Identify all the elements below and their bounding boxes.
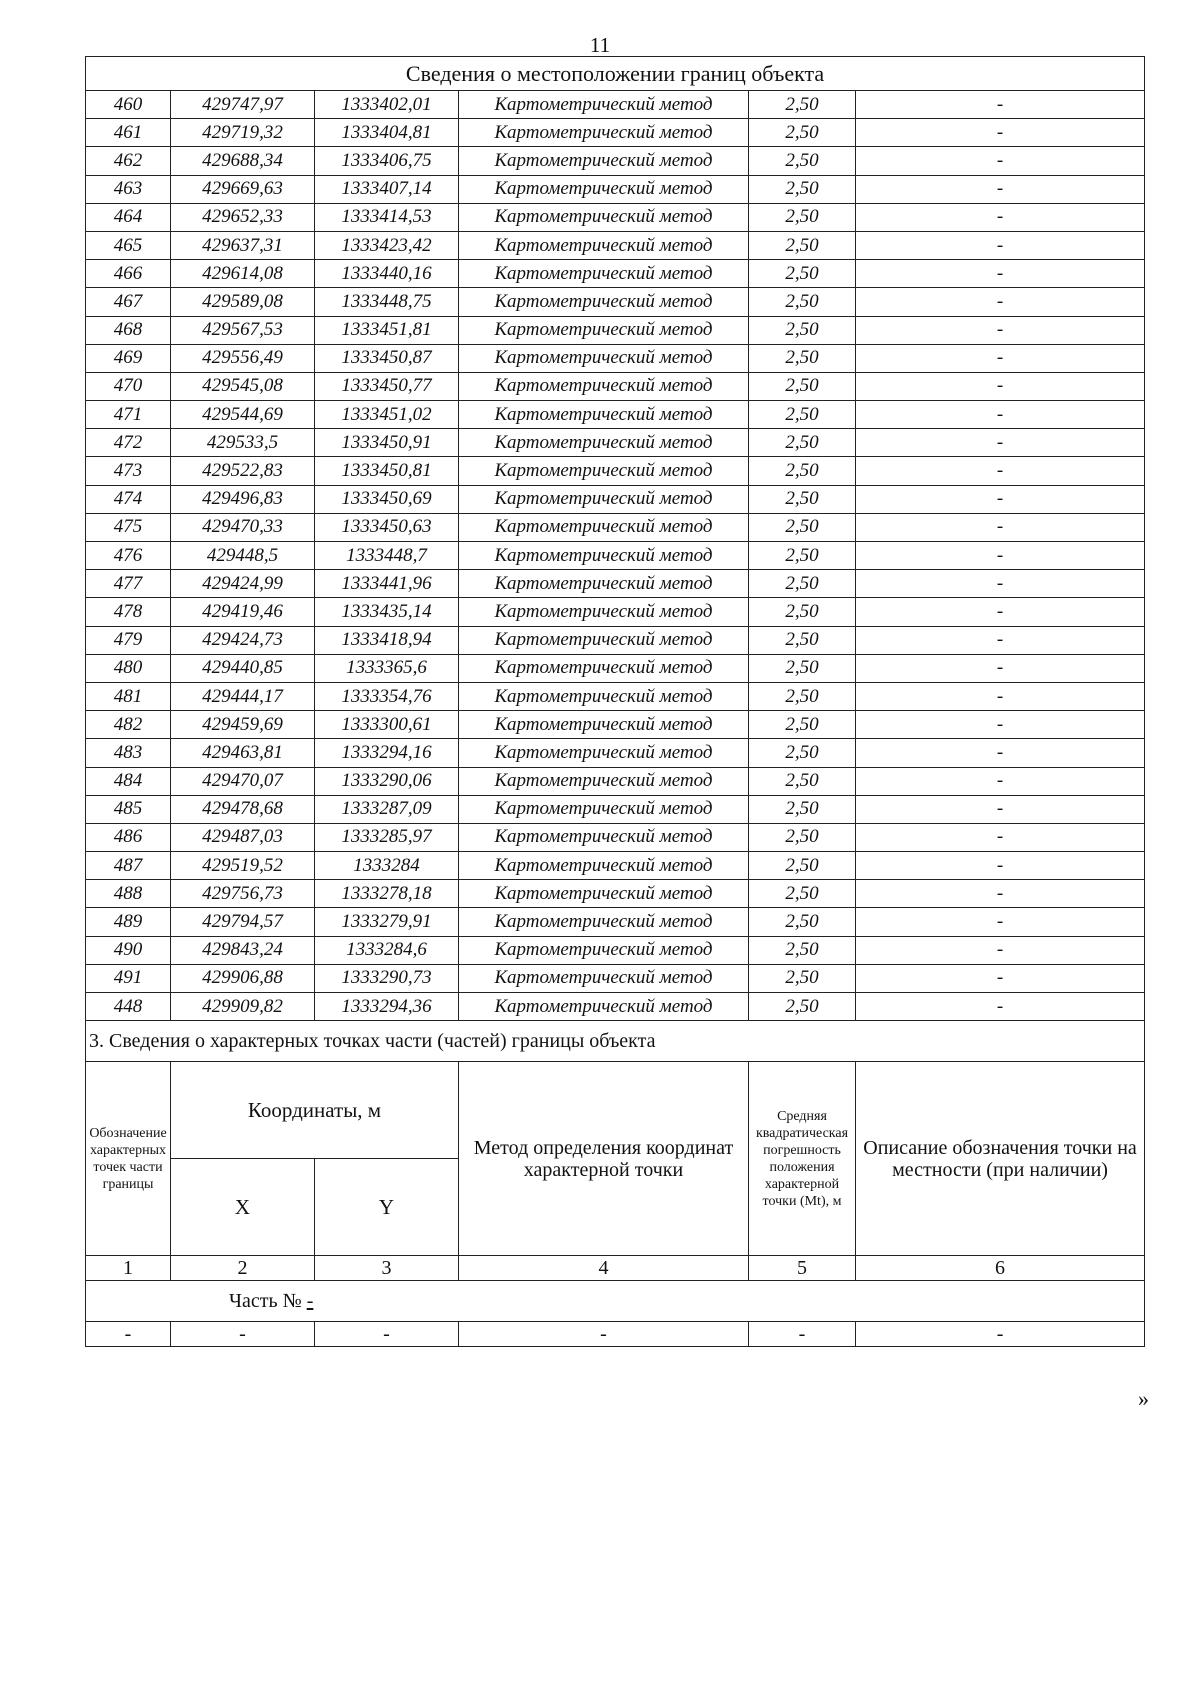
point-number-cell: 483 <box>86 739 171 767</box>
error-cell: 2,50 <box>749 682 856 710</box>
error-cell: 2,50 <box>749 260 856 288</box>
point-number-cell: 480 <box>86 654 171 682</box>
error-cell: 2,50 <box>749 570 856 598</box>
y-coordinate-cell: 1333448,7 <box>315 542 459 570</box>
error-cell: 2,50 <box>749 316 856 344</box>
method-cell: Картометрический метод <box>459 823 749 851</box>
x-coordinate-cell: 429533,5 <box>171 429 315 457</box>
error-cell: 2,50 <box>749 429 856 457</box>
error-cell: 2,50 <box>749 993 856 1021</box>
error-cell: 2,50 <box>749 147 856 175</box>
description-cell: - <box>856 570 1145 598</box>
method-cell: Картометрический метод <box>459 795 749 823</box>
table-row <box>86 175 1145 203</box>
header-description: Описание обозначения точки на местности (при наличии) <box>856 1062 1145 1256</box>
description-cell: - <box>856 429 1145 457</box>
description-cell: - <box>856 316 1145 344</box>
empty-cell: - <box>86 1322 171 1347</box>
method-cell: Картометрический метод <box>459 119 749 147</box>
x-coordinate-cell: 429909,82 <box>171 993 315 1021</box>
point-number-cell: 474 <box>86 485 171 513</box>
y-coordinate-cell: 1333402,01 <box>315 91 459 119</box>
x-coordinate-cell: 429747,97 <box>171 91 315 119</box>
point-number-cell: 476 <box>86 542 171 570</box>
description-cell: - <box>856 880 1145 908</box>
y-coordinate-cell: 1333284,6 <box>315 936 459 964</box>
error-cell: 2,50 <box>749 288 856 316</box>
y-coordinate-cell: 1333284 <box>315 852 459 880</box>
description-cell: - <box>856 964 1145 992</box>
y-coordinate-cell: 1333294,36 <box>315 993 459 1021</box>
y-coordinate-cell: 1333450,77 <box>315 372 459 400</box>
description-cell: - <box>856 344 1145 372</box>
y-coordinate-cell: 1333365,6 <box>315 654 459 682</box>
closing-quote-mark: » <box>1138 1386 1149 1411</box>
table-row <box>86 908 1145 936</box>
point-number-cell: 489 <box>86 908 171 936</box>
table-row <box>86 993 1145 1021</box>
description-cell: - <box>856 542 1145 570</box>
error-cell: 2,50 <box>749 654 856 682</box>
column-number: 6 <box>856 1256 1145 1281</box>
y-coordinate-cell: 1333290,73 <box>315 964 459 992</box>
header-coordinates: Координаты, м <box>171 1062 459 1159</box>
method-cell: Картометрический метод <box>459 401 749 429</box>
table-row <box>86 344 1145 372</box>
header-mean-error: Средняя квадратическая погрешность положения характерной точки (Mt), м <box>749 1062 856 1256</box>
part-row <box>86 1281 1145 1322</box>
y-coordinate-cell: 1333404,81 <box>315 119 459 147</box>
error-cell: 2,50 <box>749 626 856 654</box>
description-cell: - <box>856 485 1145 513</box>
table-row <box>86 542 1145 570</box>
method-cell: Картометрический метод <box>459 542 749 570</box>
x-coordinate-cell: 429614,08 <box>171 260 315 288</box>
method-cell: Картометрический метод <box>459 91 749 119</box>
y-coordinate-cell: 1333435,14 <box>315 598 459 626</box>
x-coordinate-cell: 429487,03 <box>171 823 315 851</box>
table-title: Сведения о местоположении границ объекта <box>86 57 1145 91</box>
point-number-cell: 471 <box>86 401 171 429</box>
error-cell: 2,50 <box>749 457 856 485</box>
y-coordinate-cell: 1333441,96 <box>315 570 459 598</box>
method-cell: Картометрический метод <box>459 908 749 936</box>
description-cell: - <box>856 654 1145 682</box>
point-number-cell: 486 <box>86 823 171 851</box>
y-coordinate-cell: 1333450,63 <box>315 513 459 541</box>
x-coordinate-cell: 429424,99 <box>171 570 315 598</box>
method-cell: Картометрический метод <box>459 880 749 908</box>
table-row <box>86 203 1145 231</box>
y-coordinate-cell: 1333450,69 <box>315 485 459 513</box>
error-cell: 2,50 <box>749 711 856 739</box>
error-cell: 2,50 <box>749 513 856 541</box>
description-cell: - <box>856 767 1145 795</box>
column-number: 3 <box>315 1256 459 1281</box>
method-cell: Картометрический метод <box>459 485 749 513</box>
point-number-cell: 468 <box>86 316 171 344</box>
point-number-cell: 465 <box>86 231 171 259</box>
y-coordinate-cell: 1333354,76 <box>315 682 459 710</box>
error-cell: 2,50 <box>749 823 856 851</box>
method-cell: Картометрический метод <box>459 767 749 795</box>
y-coordinate-cell: 1333407,14 <box>315 175 459 203</box>
table-row <box>86 231 1145 259</box>
point-number-cell: 461 <box>86 119 171 147</box>
x-coordinate-cell: 429637,31 <box>171 231 315 259</box>
description-cell: - <box>856 626 1145 654</box>
description-cell: - <box>856 457 1145 485</box>
error-cell: 2,50 <box>749 964 856 992</box>
point-number-cell: 490 <box>86 936 171 964</box>
empty-cell: - <box>749 1322 856 1347</box>
table-row <box>86 964 1145 992</box>
table-row <box>86 91 1145 119</box>
x-coordinate-cell: 429589,08 <box>171 288 315 316</box>
point-number-cell: 485 <box>86 795 171 823</box>
description-cell: - <box>856 908 1145 936</box>
point-number-cell: 477 <box>86 570 171 598</box>
point-number-cell: 487 <box>86 852 171 880</box>
error-cell: 2,50 <box>749 880 856 908</box>
x-coordinate-cell: 429448,5 <box>171 542 315 570</box>
table-row <box>86 598 1145 626</box>
method-cell: Картометрический метод <box>459 175 749 203</box>
table-row <box>86 288 1145 316</box>
x-coordinate-cell: 429496,83 <box>171 485 315 513</box>
method-cell: Картометрический метод <box>459 316 749 344</box>
x-coordinate-cell: 429545,08 <box>171 372 315 400</box>
y-coordinate-cell: 1333440,16 <box>315 260 459 288</box>
error-cell: 2,50 <box>749 372 856 400</box>
description-cell: - <box>856 231 1145 259</box>
method-cell: Картометрический метод <box>459 711 749 739</box>
table-row <box>86 626 1145 654</box>
table-row <box>86 513 1145 541</box>
point-number-cell: 488 <box>86 880 171 908</box>
error-cell: 2,50 <box>749 598 856 626</box>
x-coordinate-cell: 429459,69 <box>171 711 315 739</box>
table-row <box>86 880 1145 908</box>
point-number-cell: 484 <box>86 767 171 795</box>
y-coordinate-cell: 1333450,87 <box>315 344 459 372</box>
method-cell: Картометрический метод <box>459 147 749 175</box>
description-cell: - <box>856 91 1145 119</box>
y-coordinate-cell: 1333290,06 <box>315 767 459 795</box>
method-cell: Картометрический метод <box>459 739 749 767</box>
header-y: Y <box>315 1159 459 1256</box>
error-cell: 2,50 <box>749 542 856 570</box>
table-row <box>86 654 1145 682</box>
description-cell: - <box>856 739 1145 767</box>
x-coordinate-cell: 429440,85 <box>171 654 315 682</box>
header-x: X <box>171 1159 315 1256</box>
empty-cell: - <box>459 1322 749 1347</box>
table-row <box>86 795 1145 823</box>
description-cell: - <box>856 993 1145 1021</box>
point-number-cell: 469 <box>86 344 171 372</box>
method-cell: Картометрический метод <box>459 852 749 880</box>
x-coordinate-cell: 429906,88 <box>171 964 315 992</box>
table-row <box>86 711 1145 739</box>
table-row <box>86 852 1145 880</box>
description-cell: - <box>856 936 1145 964</box>
error-cell: 2,50 <box>749 739 856 767</box>
point-number-cell: 491 <box>86 964 171 992</box>
description-cell: - <box>856 203 1145 231</box>
method-cell: Картометрический метод <box>459 993 749 1021</box>
table-row <box>86 682 1145 710</box>
y-coordinate-cell: 1333423,42 <box>315 231 459 259</box>
section-3-title: 3. Сведения о характерных точках части (частей) границы объекта <box>86 1021 1145 1062</box>
description-cell: - <box>856 711 1145 739</box>
table-row <box>86 570 1145 598</box>
x-coordinate-cell: 429756,73 <box>171 880 315 908</box>
description-cell: - <box>856 372 1145 400</box>
error-cell: 2,50 <box>749 203 856 231</box>
method-cell: Картометрический метод <box>459 457 749 485</box>
empty-cell: - <box>171 1322 315 1347</box>
point-number-cell: 463 <box>86 175 171 203</box>
method-cell: Картометрический метод <box>459 429 749 457</box>
description-cell: - <box>856 119 1145 147</box>
point-number-cell: 482 <box>86 711 171 739</box>
point-number-cell: 473 <box>86 457 171 485</box>
x-coordinate-cell: 429463,81 <box>171 739 315 767</box>
part-label: Часть № <box>229 1289 302 1312</box>
table-row <box>86 739 1145 767</box>
point-number-cell: 462 <box>86 147 171 175</box>
method-cell: Картометрический метод <box>459 654 749 682</box>
x-coordinate-cell: 429719,32 <box>171 119 315 147</box>
y-coordinate-cell: 1333448,75 <box>315 288 459 316</box>
description-cell: - <box>856 795 1145 823</box>
table-row <box>86 260 1145 288</box>
x-coordinate-cell: 429567,53 <box>171 316 315 344</box>
point-number-cell: 479 <box>86 626 171 654</box>
point-number-cell: 475 <box>86 513 171 541</box>
method-cell: Картометрический метод <box>459 344 749 372</box>
y-coordinate-cell: 1333414,53 <box>315 203 459 231</box>
error-cell: 2,50 <box>749 401 856 429</box>
x-coordinate-cell: 429444,17 <box>171 682 315 710</box>
x-coordinate-cell: 429556,49 <box>171 344 315 372</box>
x-coordinate-cell: 429794,57 <box>171 908 315 936</box>
table-row <box>86 767 1145 795</box>
error-cell: 2,50 <box>749 91 856 119</box>
error-cell: 2,50 <box>749 852 856 880</box>
point-number-cell: 467 <box>86 288 171 316</box>
description-cell: - <box>856 852 1145 880</box>
table-row <box>86 401 1145 429</box>
point-number-cell: 466 <box>86 260 171 288</box>
y-coordinate-cell: 1333450,91 <box>315 429 459 457</box>
point-number-cell: 481 <box>86 682 171 710</box>
y-coordinate-cell: 1333278,18 <box>315 880 459 908</box>
part-number: - <box>306 1289 314 1312</box>
x-coordinate-cell: 429424,73 <box>171 626 315 654</box>
error-cell: 2,50 <box>749 175 856 203</box>
table-row <box>86 457 1145 485</box>
y-coordinate-cell: 1333300,61 <box>315 711 459 739</box>
method-cell: Картометрический метод <box>459 260 749 288</box>
description-cell: - <box>856 147 1145 175</box>
description-cell: - <box>856 598 1145 626</box>
error-cell: 2,50 <box>749 485 856 513</box>
method-cell: Картометрический метод <box>459 964 749 992</box>
x-coordinate-cell: 429688,34 <box>171 147 315 175</box>
empty-cell: - <box>315 1322 459 1347</box>
method-cell: Картометрический метод <box>459 598 749 626</box>
table-row <box>86 485 1145 513</box>
error-cell: 2,50 <box>749 344 856 372</box>
x-coordinate-cell: 429478,68 <box>171 795 315 823</box>
x-coordinate-cell: 429843,24 <box>171 936 315 964</box>
method-cell: Картометрический метод <box>459 513 749 541</box>
method-cell: Картометрический метод <box>459 626 749 654</box>
point-number-cell: 478 <box>86 598 171 626</box>
error-cell: 2,50 <box>749 231 856 259</box>
method-cell: Картометрический метод <box>459 682 749 710</box>
error-cell: 2,50 <box>749 795 856 823</box>
table-row <box>86 936 1145 964</box>
y-coordinate-cell: 1333285,97 <box>315 823 459 851</box>
error-cell: 2,50 <box>749 936 856 964</box>
x-coordinate-cell: 429470,07 <box>171 767 315 795</box>
table-row <box>86 147 1145 175</box>
column-number: 2 <box>171 1256 315 1281</box>
y-coordinate-cell: 1333450,81 <box>315 457 459 485</box>
point-number-cell: 470 <box>86 372 171 400</box>
point-number-cell: 472 <box>86 429 171 457</box>
y-coordinate-cell: 1333451,02 <box>315 401 459 429</box>
point-number-cell: 464 <box>86 203 171 231</box>
description-cell: - <box>856 401 1145 429</box>
method-cell: Картометрический метод <box>459 936 749 964</box>
x-coordinate-cell: 429519,52 <box>171 852 315 880</box>
column-number: 4 <box>459 1256 749 1281</box>
table-row <box>86 372 1145 400</box>
column-number: 5 <box>749 1256 856 1281</box>
table-row <box>86 316 1145 344</box>
y-coordinate-cell: 1333287,09 <box>315 795 459 823</box>
point-number-cell: 448 <box>86 993 171 1021</box>
page-number: 11 <box>589 33 611 57</box>
x-coordinate-cell: 429544,69 <box>171 401 315 429</box>
error-cell: 2,50 <box>749 767 856 795</box>
x-coordinate-cell: 429419,46 <box>171 598 315 626</box>
method-cell: Картометрический метод <box>459 570 749 598</box>
header-point-designation: Обозначение характерных точек части границы <box>86 1062 171 1256</box>
description-cell: - <box>856 175 1145 203</box>
y-coordinate-cell: 1333279,91 <box>315 908 459 936</box>
y-coordinate-cell: 1333294,16 <box>315 739 459 767</box>
x-coordinate-cell: 429470,33 <box>171 513 315 541</box>
point-number-cell: 460 <box>86 91 171 119</box>
method-cell: Картометрический метод <box>459 288 749 316</box>
boundary-table <box>85 56 1145 1347</box>
method-cell: Картометрический метод <box>459 372 749 400</box>
table-row <box>86 823 1145 851</box>
x-coordinate-cell: 429652,33 <box>171 203 315 231</box>
description-cell: - <box>856 823 1145 851</box>
empty-cell: - <box>856 1322 1145 1347</box>
column-number: 1 <box>86 1256 171 1281</box>
y-coordinate-cell: 1333418,94 <box>315 626 459 654</box>
method-cell: Картометрический метод <box>459 231 749 259</box>
description-cell: - <box>856 288 1145 316</box>
error-cell: 2,50 <box>749 908 856 936</box>
description-cell: - <box>856 682 1145 710</box>
y-coordinate-cell: 1333451,81 <box>315 316 459 344</box>
x-coordinate-cell: 429522,83 <box>171 457 315 485</box>
x-coordinate-cell: 429669,63 <box>171 175 315 203</box>
description-cell: - <box>856 513 1145 541</box>
error-cell: 2,50 <box>749 119 856 147</box>
table-row <box>86 119 1145 147</box>
description-cell: - <box>856 260 1145 288</box>
method-cell: Картометрический метод <box>459 203 749 231</box>
table-row <box>86 429 1145 457</box>
y-coordinate-cell: 1333406,75 <box>315 147 459 175</box>
header-method: Метод определения координат характерной точки <box>459 1062 749 1256</box>
